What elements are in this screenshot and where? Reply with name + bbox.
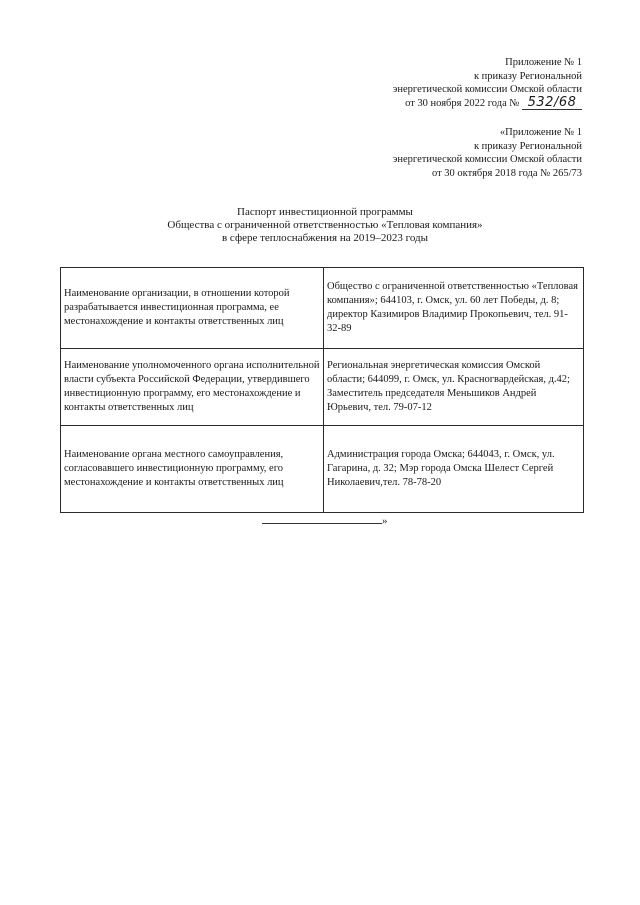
appendix-header-current <box>393 56 582 110</box>
document-title <box>60 206 590 245</box>
appendix-title: Приложение № 1 <box>505 57 582 68</box>
appendix-order-ref: к приказу Региональной <box>473 140 582 152</box>
table-row <box>61 426 584 513</box>
row-value: Администрация города Омска; 644043, г. Омск, ул. Гагарина, д. 32; Мэр города Омска Шелест Сергей Николаевич,тел. 78-78-20 <box>324 426 584 513</box>
row-value: Региональная энергетическая комиссия Омской области; 644099, г. Омск, ул. Красногвардейская, д.42; Заместитель председателя Меньшиков Андрей Юрьевич, тел. 79-07-12 <box>324 349 584 426</box>
appendix-order-ref: к приказу Региональной <box>473 70 582 82</box>
title-line-2: Общества с ограниченной ответственностью «Тепловая компания» <box>167 219 483 231</box>
appendix-header-original <box>393 126 582 180</box>
appendix-date: от 30 октября 2018 года № 265/73 <box>431 167 582 179</box>
row-label: Наименование организации, в отношении которой разрабатывается инвестиционная программа, ее местонахождение и контакты ответственных лиц <box>61 268 324 349</box>
closing-quote: » <box>382 515 388 527</box>
title-line-1: Паспорт инвестиционной программы <box>237 206 413 218</box>
row-label: Наименование уполномоченного органа исполнительной власти субъекта Российской Федерации, утвердившего инвестиционную программу, его местонахождение и контакты ответственных лиц <box>61 349 324 426</box>
appendix-authority: энергетической комиссии Омской области <box>392 84 582 95</box>
appendix-title: «Приложение № 1 <box>499 127 582 138</box>
row-label: Наименование органа местного самоуправления, согласовавшего инвестиционную программу, его местонахождение и контакты ответственных лиц <box>61 426 324 513</box>
title-line-3: в сфере теплоснабжения на 2019–2023 годы <box>221 232 428 244</box>
table-row <box>61 268 584 349</box>
appendix-date: от 30 ноября 2022 года № <box>405 97 520 109</box>
row-value: Общество с ограниченной ответственностью «Тепловая компания»; 644103, г. Омск, ул. 60 лет Победы, д. 8; директор Казимиров Владимир Прокопьевич, тел. 91-32-89 <box>324 268 584 349</box>
appendix-authority: энергетической комиссии Омской области <box>392 154 582 165</box>
blank-line <box>262 514 382 524</box>
table-row <box>61 349 584 426</box>
handwritten-order-number: 532/68 <box>522 97 582 110</box>
appendix-date-line <box>393 94 582 111</box>
passport-table <box>60 267 584 513</box>
closing-quote-line <box>262 514 388 527</box>
